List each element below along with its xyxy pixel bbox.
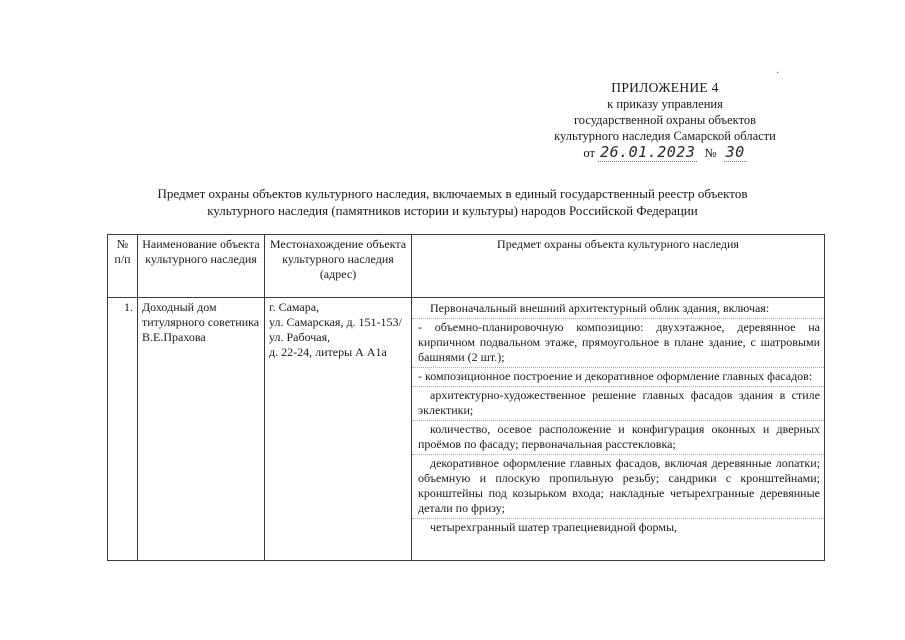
- date-prefix: от: [583, 146, 595, 160]
- appendix-line-2: государственной охраны объектов: [573, 113, 757, 127]
- table-row: [108, 298, 825, 561]
- subject-paragraph: архитектурно-художественное решение главных фасадов здания в стиле эклектики;: [412, 387, 824, 421]
- subject-paragraph: четырехгранный шатер трапециевидной формы,: [430, 520, 678, 534]
- header-name: Наименование объекта культурного наследия: [138, 235, 265, 298]
- protection-subject: [412, 298, 825, 561]
- document-heading: [120, 185, 785, 219]
- heritage-table: [107, 234, 825, 561]
- subject-paragraph: количество, осевое расположение и конфигурация оконных и дверных проёмов по фасаду; первоначальная расстекловка;: [412, 421, 824, 455]
- appendix-block: [520, 80, 810, 161]
- subject-paragraph: декоративное оформление главных фасадов, включая деревянные лопатки; объемную и плоскую пропильную резьбу; сандрики с кронштейнами; кронштейны под козырьком входа; накладные четырехгранные деревянные детали по фризу;: [412, 455, 824, 519]
- heading-line-2: культурного наследия (памятников истории и культуры) народов Российской Федерации: [207, 203, 698, 218]
- subject-paragraph: - объемно-планировочную композицию: двухэтажное, деревянное на кирпичном подвальном этаже, прямоугольное в плане здание, с шатровыми башнями (2 шт.);: [412, 319, 824, 368]
- order-date: 26.01.2023: [600, 143, 696, 161]
- appendix-line-1: к приказу управления: [607, 97, 723, 111]
- order-number: 30: [725, 143, 745, 161]
- object-address: [265, 298, 412, 561]
- row-number: 1.: [108, 298, 138, 561]
- header-subject: Предмет охраны объекта культурного наследия: [412, 235, 825, 298]
- subject-paragraph: Первоначальный внешний архитектурный облик здания, включая:: [412, 300, 824, 319]
- appendix-line-3: культурного наследия Самарской области: [554, 129, 776, 143]
- address-line: д. 22-24, литеры А А1а: [269, 345, 387, 359]
- heading-line-1: Предмет охраны объектов культурного наследия, включаемых в единый государственный реестр объектов: [157, 186, 748, 201]
- table-header-row: [108, 235, 825, 298]
- address-line: г. Самара,: [269, 300, 320, 314]
- scan-artifact: ·: [776, 68, 780, 79]
- address-line: ул. Самарская, д. 151-153/ул. Рабочая,: [269, 315, 402, 344]
- subject-paragraph: - композиционное построение и декоративное оформление главных фасадов:: [412, 368, 824, 387]
- appendix-title: ПРИЛОЖЕНИЕ 4: [611, 80, 719, 95]
- header-number: № п/п: [108, 235, 138, 298]
- header-address: Местонахождение объекта культурного наследия (адрес): [265, 235, 412, 298]
- number-sign: №: [704, 146, 717, 160]
- object-name: Доходный дом титулярного советника В.Е.Прахова: [138, 298, 265, 561]
- order-date-line: [583, 144, 746, 161]
